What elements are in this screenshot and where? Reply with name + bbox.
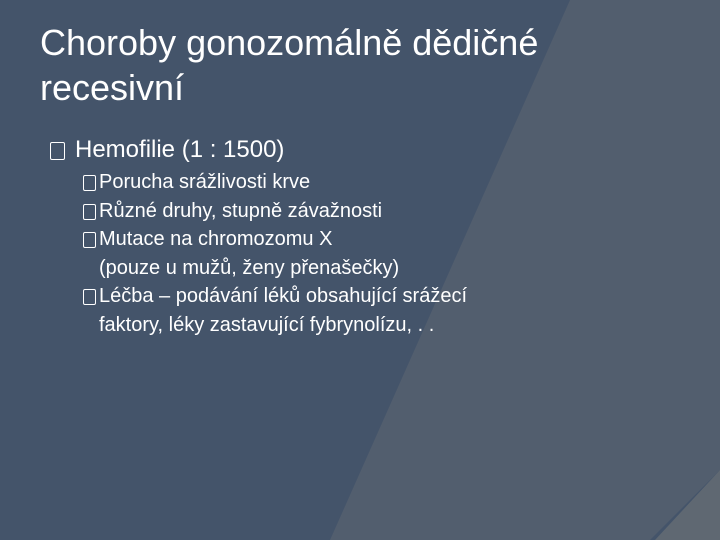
square-box-bullet-icon [83, 289, 96, 305]
sub-bullet-mutace [83, 225, 670, 254]
sub-bullet-continuation: faktory, léky zastavující fybrynolízu, . . [99, 313, 435, 336]
slide-title: Choroby gonozomálně dědičné recesivní [40, 22, 539, 108]
sub-bullet-text: Léčba – podávání léků obsahující srážecí [99, 285, 468, 307]
sub-bullet-continuation: (pouze u mužů, ženy přenašečky) [99, 256, 400, 279]
sub-bullet-lecba [83, 282, 670, 311]
bullet-list [50, 132, 670, 339]
square-box-bullet-icon [50, 142, 65, 160]
square-box-bullet-icon [83, 204, 96, 220]
sub-bullet-text: Různé druhy, stupně závažnosti [99, 199, 383, 222]
sub-bullet-text: Porucha srážlivosti krve [99, 171, 311, 193]
sub-bullet-druhy [83, 197, 670, 226]
sub-bullet-list [83, 168, 670, 339]
bullet-hemofilie [50, 132, 670, 168]
square-box-bullet-icon [83, 175, 96, 191]
sub-bullet-text: Mutace na chromozomu X [99, 228, 333, 250]
sub-bullet-porucha [83, 168, 670, 197]
square-box-bullet-icon [83, 232, 96, 248]
bullet-text: Hemofilie (1 : 1500) [75, 136, 285, 163]
